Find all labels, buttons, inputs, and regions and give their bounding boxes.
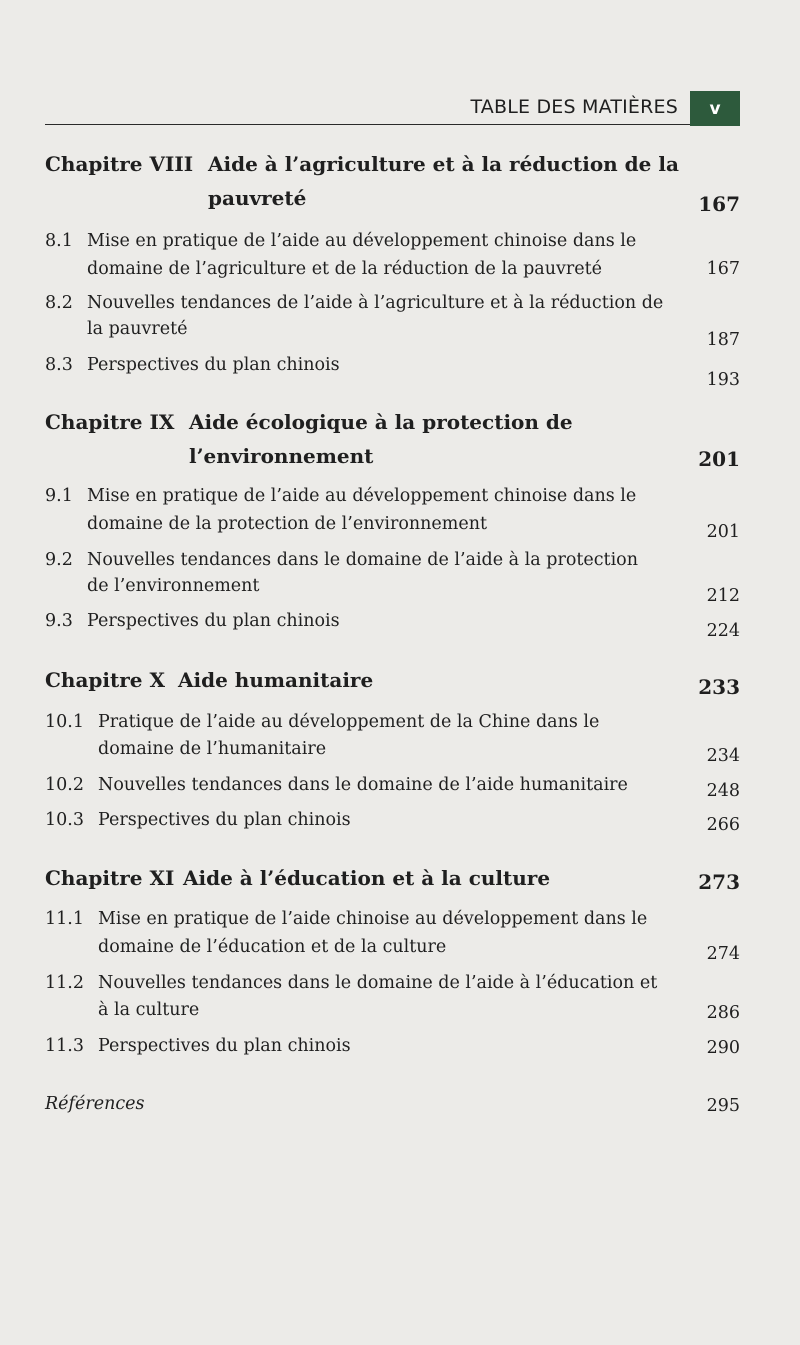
section-title-line1: Nouvelles tendances dans le domaine de l’aide humanitaire: [98, 775, 628, 795]
section-title-line1: Nouvelles tendances dans le domaine de l’aide à la protection: [87, 550, 638, 570]
section-title-line1: Perspectives du plan chinois: [98, 1036, 351, 1056]
section-title-line1: Nouvelles tendances de l’aide à l’agriculture et à la réduction de: [87, 293, 664, 313]
section-number: 8.2: [45, 293, 73, 313]
chapter-page: 167: [698, 192, 740, 216]
section-title-line1: Perspectives du plan chinois: [98, 810, 351, 830]
chapter-title-line1: Aide écologique à la protection de: [189, 410, 573, 434]
section-title-line2: domaine de l’éducation et de la culture: [98, 937, 447, 957]
section-number: 8.1: [45, 231, 73, 251]
chapter-number: Chapitre XI: [45, 866, 175, 890]
section-number: 10.1: [45, 712, 84, 732]
header-rule: [45, 124, 690, 125]
section-number: 11.2: [45, 973, 84, 993]
chapter-title-line1: Aide à l’éducation et à la culture: [183, 866, 551, 890]
chapter-number: Chapitre X: [45, 668, 165, 692]
section-number: 11.1: [45, 909, 84, 929]
section-title-line2: la pauvreté: [87, 319, 188, 339]
section-title-line1: Pratique de l’aide au développement de la Chine dans le: [98, 712, 600, 732]
section-page: 193: [706, 370, 740, 390]
section-title-line2: à la culture: [98, 1000, 200, 1020]
chapter-title-line1: Aide humanitaire: [178, 668, 374, 692]
section-page: 234: [706, 746, 740, 766]
section-page: 274: [706, 944, 740, 964]
section-page: 248: [706, 781, 740, 801]
section-page: 212: [706, 586, 740, 606]
section-title-line1: Perspectives du plan chinois: [87, 611, 340, 631]
section-title-line1: Nouvelles tendances dans le domaine de l’aide à l’éducation et: [98, 973, 658, 993]
section-number: 11.3: [45, 1036, 84, 1056]
section-title-line1: Perspectives du plan chinois: [87, 355, 340, 375]
section-number: 9.1: [45, 486, 73, 506]
running-header-title: TABLE DES MATIÈRES: [470, 96, 678, 118]
section-number: 9.3: [45, 611, 73, 631]
section-number: 10.3: [45, 810, 84, 830]
references-page: 295: [706, 1096, 740, 1116]
section-page: 290: [706, 1038, 740, 1058]
section-title-line1: Mise en pratique de l’aide chinoise au développement dans le: [98, 909, 648, 929]
chapter-title-line1: Aide à l’agriculture et à la réduction de la: [208, 152, 679, 176]
chapter-number: Chapitre IX: [45, 410, 175, 434]
section-page: 286: [706, 1003, 740, 1023]
section-number: 9.2: [45, 550, 73, 570]
section-page: 224: [706, 621, 740, 641]
section-page: 266: [706, 815, 740, 835]
page-number-badge: v: [690, 91, 740, 126]
references-label: Références: [45, 1094, 145, 1114]
section-number: 8.3: [45, 355, 73, 375]
chapter-number: Chapitre VIII: [45, 152, 194, 176]
chapter-page: 201: [698, 447, 740, 471]
chapter-page: 273: [698, 870, 740, 894]
section-title-line1: Mise en pratique de l’aide au développement chinoise dans le: [87, 486, 637, 506]
section-page: 187: [706, 330, 740, 350]
section-title-line2: domaine de l’humanitaire: [98, 739, 327, 759]
chapter-page: 233: [698, 675, 740, 699]
section-title-line1: Mise en pratique de l’aide au développement chinoise dans le: [87, 231, 637, 251]
section-page: 201: [706, 522, 740, 542]
section-number: 10.2: [45, 775, 84, 795]
chapter-title-line2: l’environnement: [189, 444, 374, 468]
chapter-title-line2: pauvreté: [208, 186, 307, 210]
section-title-line2: domaine de la protection de l’environnement: [87, 514, 488, 534]
section-title-line2: domaine de l’agriculture et de la réduction de la pauvreté: [87, 259, 602, 279]
section-title-line2: de l’environnement: [87, 576, 260, 596]
section-page: 167: [706, 259, 740, 279]
